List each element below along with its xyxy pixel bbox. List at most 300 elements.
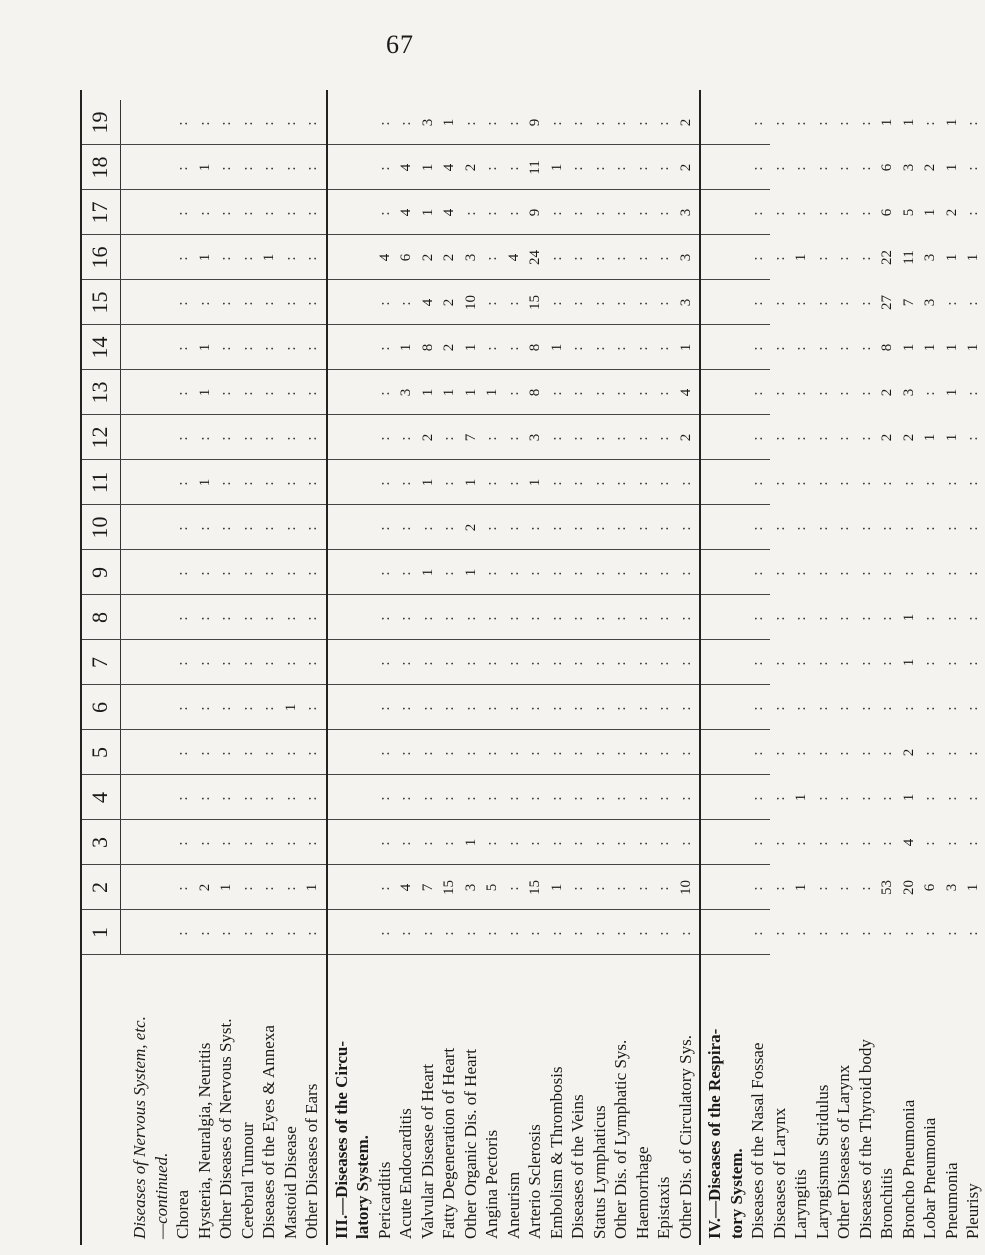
column-header: 2 xyxy=(80,865,121,910)
table-cell: : xyxy=(484,164,500,171)
table-cell: : xyxy=(462,794,479,801)
table-cell: : xyxy=(239,164,256,171)
table-cell: : xyxy=(196,524,213,531)
table-cell: : xyxy=(750,884,766,891)
table-cell: : xyxy=(376,209,393,216)
table-cell: : xyxy=(261,524,277,531)
table-cell: : xyxy=(548,569,565,576)
table-cell: : xyxy=(548,614,565,621)
table-cell: : xyxy=(304,929,320,936)
table-cell: : xyxy=(793,704,809,711)
table-cell: : xyxy=(814,389,831,396)
table-cell: : xyxy=(750,524,766,531)
column-rule xyxy=(80,774,770,775)
table-cell: : xyxy=(814,299,831,306)
row-label: Laryngitis xyxy=(791,1169,810,1239)
column-rule xyxy=(80,234,770,235)
table-cell: : xyxy=(570,794,586,801)
table-cell: : xyxy=(484,839,500,846)
table-cell: : xyxy=(857,344,874,351)
table-cell: : xyxy=(239,209,256,216)
table-cell: : xyxy=(548,704,565,711)
table-cell: : xyxy=(900,524,917,531)
table-cell: : xyxy=(613,794,629,801)
table-cell: : xyxy=(419,659,436,666)
section-heading-continued: tory System. xyxy=(726,1148,746,1239)
table-cell: : xyxy=(239,614,256,621)
table-cell: : xyxy=(836,119,852,126)
table-cell: 1 xyxy=(196,343,213,352)
table-cell: : xyxy=(548,389,565,396)
table-cell: : xyxy=(484,749,500,756)
table-cell: : xyxy=(857,299,874,306)
table-cell: : xyxy=(261,389,277,396)
table-cell: : xyxy=(261,569,277,576)
table-cell: : xyxy=(196,209,213,216)
table-cell: : xyxy=(376,479,393,486)
table-cell: : xyxy=(591,299,608,306)
table-cell: : xyxy=(376,299,393,306)
table-cell: : xyxy=(419,704,436,711)
table-cell: : xyxy=(922,749,938,756)
table-cell: : xyxy=(793,614,809,621)
table-cell: : xyxy=(900,479,917,486)
table-cell: 1 xyxy=(548,883,565,892)
table-cell: : xyxy=(570,749,586,756)
column-header: 11 xyxy=(80,460,121,505)
table-cell: : xyxy=(261,434,277,441)
table-cell: : xyxy=(750,749,766,756)
column-header: 3 xyxy=(80,820,121,865)
table-cell: 15 xyxy=(527,295,543,310)
table-cell: 1 xyxy=(527,478,543,487)
table-cell: 2 xyxy=(441,343,457,352)
table-cell: : xyxy=(196,299,213,306)
table-cell: : xyxy=(282,344,299,351)
row-label: Bronchitis xyxy=(877,1168,896,1239)
table-cell: : xyxy=(527,524,543,531)
top-rule xyxy=(80,90,82,1245)
table-cell: : xyxy=(656,479,672,486)
row-label: Diseases of the Veins xyxy=(568,1094,587,1239)
table-cell: 2 xyxy=(922,163,938,172)
column-header: 16 xyxy=(80,235,121,280)
table-cell: : xyxy=(591,569,608,576)
table-cell: : xyxy=(441,479,457,486)
table-cell: : xyxy=(613,929,629,936)
table-cell: : xyxy=(613,344,629,351)
table-cell: : xyxy=(591,164,608,171)
table-cell: : xyxy=(505,749,522,756)
table-cell: : xyxy=(836,569,852,576)
column-rule xyxy=(80,279,770,280)
table-cell: 1 xyxy=(900,658,917,667)
table-cell: : xyxy=(570,164,586,171)
table-cell: : xyxy=(613,569,629,576)
table-cell: : xyxy=(771,524,788,531)
table-cell: : xyxy=(419,929,436,936)
table-cell: 22 xyxy=(879,250,895,265)
table-cell: 1 xyxy=(484,388,500,397)
table-cell: : xyxy=(484,344,500,351)
table-cell: : xyxy=(282,119,299,126)
table-cell: : xyxy=(218,839,234,846)
table-cell: : xyxy=(814,929,831,936)
table-cell: : xyxy=(656,119,672,126)
table-cell: : xyxy=(857,119,874,126)
table-cell: 4 xyxy=(398,208,414,217)
table-cell: : xyxy=(591,254,608,261)
table-cell: : xyxy=(879,614,895,621)
table-cell: : xyxy=(634,479,651,486)
row-label: Diseases of Larynx xyxy=(769,1107,789,1239)
table-cell: : xyxy=(441,704,457,711)
table-cell: 1 xyxy=(922,343,938,352)
table-cell: : xyxy=(527,659,543,666)
table-cell: : xyxy=(677,479,694,486)
column-rule xyxy=(80,639,770,640)
table-cell: : xyxy=(965,164,981,171)
table-cell: : xyxy=(656,344,672,351)
table-cell: : xyxy=(398,929,414,936)
table-cell: 1 xyxy=(922,433,938,442)
table-cell: : xyxy=(965,704,981,711)
row-label: Lobar Pneumonia xyxy=(920,1117,939,1239)
column-header: 6 xyxy=(80,685,121,730)
table-cell: : xyxy=(965,119,981,126)
table-cell: : xyxy=(282,929,299,936)
table-cell: : xyxy=(677,929,694,936)
table-cell: : xyxy=(218,794,234,801)
table-cell: : xyxy=(900,929,917,936)
column-header: 5 xyxy=(80,730,121,775)
table-cell: : xyxy=(398,479,414,486)
table-cell: : xyxy=(814,479,831,486)
table-cell: : xyxy=(505,929,522,936)
table-cell: : xyxy=(462,704,479,711)
table-cell: : xyxy=(634,119,651,126)
table-cell: 1 xyxy=(398,343,414,352)
table-cell: : xyxy=(196,119,213,126)
table-cell: : xyxy=(282,479,299,486)
row-label: Other Diseases of Nervous Syst. xyxy=(216,1018,235,1239)
table-cell: 1 xyxy=(282,703,299,712)
table-cell: : xyxy=(836,389,852,396)
table-cell: : xyxy=(656,929,672,936)
table-cell: : xyxy=(175,299,191,306)
table-cell: : xyxy=(398,839,414,846)
table-cell: 1 xyxy=(441,118,457,127)
table-cell: : xyxy=(771,749,788,756)
table-cell: : xyxy=(857,434,874,441)
table-cell: : xyxy=(304,119,320,126)
table-cell: 2 xyxy=(462,523,479,532)
table-cell: : xyxy=(239,479,256,486)
table-cell: 27 xyxy=(879,295,895,310)
table-cell: : xyxy=(527,704,543,711)
table-cell: 1 xyxy=(943,253,960,262)
table-cell: : xyxy=(570,569,586,576)
row-label: Other Dis. of Circulatory Sys. xyxy=(675,1035,695,1239)
table-cell: : xyxy=(613,479,629,486)
table-cell: : xyxy=(570,704,586,711)
table-cell: : xyxy=(591,749,608,756)
table-cell: : xyxy=(591,794,608,801)
table-cell: : xyxy=(771,254,788,261)
table-cell: : xyxy=(591,344,608,351)
table-cell: : xyxy=(814,839,831,846)
table-cell: : xyxy=(750,704,766,711)
column-rule xyxy=(80,459,770,460)
table-cell: : xyxy=(943,929,960,936)
table-cell: 1 xyxy=(900,343,917,352)
column-rule xyxy=(80,819,770,820)
table-cell: : xyxy=(462,929,479,936)
table-cell: : xyxy=(613,389,629,396)
table-cell: 1 xyxy=(462,838,479,847)
table-cell: : xyxy=(548,794,565,801)
table-cell: : xyxy=(677,659,694,666)
table-cell: : xyxy=(793,569,809,576)
table-cell: : xyxy=(484,299,500,306)
table-cell: : xyxy=(591,884,608,891)
table-cell: : xyxy=(943,749,960,756)
table-cell: : xyxy=(814,614,831,621)
table-cell: 6 xyxy=(398,253,414,262)
table-cell: : xyxy=(879,524,895,531)
table-cell: : xyxy=(527,614,543,621)
table-cell: : xyxy=(527,569,543,576)
table-cell: : xyxy=(656,434,672,441)
table-cell: : xyxy=(261,164,277,171)
table-cell: : xyxy=(261,704,277,711)
table-cell: 1 xyxy=(462,343,479,352)
table-cell: 1 xyxy=(261,253,277,262)
table-cell: 1 xyxy=(441,388,457,397)
table-cell: : xyxy=(261,299,277,306)
table-cell: : xyxy=(175,479,191,486)
table-cell: : xyxy=(677,614,694,621)
table-cell: : xyxy=(857,839,874,846)
table-cell: : xyxy=(548,479,565,486)
table-cell: 1 xyxy=(462,388,479,397)
table-cell: : xyxy=(282,749,299,756)
table-cell: : xyxy=(613,164,629,171)
table-cell: : xyxy=(771,389,788,396)
table-cell: : xyxy=(505,524,522,531)
table-cell: : xyxy=(484,704,500,711)
table-cell: : xyxy=(484,209,500,216)
table-cell: 1 xyxy=(965,883,981,892)
table-cell: : xyxy=(441,929,457,936)
table-cell: : xyxy=(634,884,651,891)
table-cell: : xyxy=(771,704,788,711)
table-cell: : xyxy=(634,749,651,756)
table-cell: 2 xyxy=(196,883,213,892)
table-cell: : xyxy=(196,794,213,801)
table-cell: : xyxy=(175,254,191,261)
table-cell: : xyxy=(922,929,938,936)
table-cell: : xyxy=(398,434,414,441)
table-cell: : xyxy=(857,164,874,171)
table-cell: 1 xyxy=(900,613,917,622)
table-cell: : xyxy=(613,254,629,261)
table-cell: : xyxy=(376,524,393,531)
table-cell: : xyxy=(175,794,191,801)
table-cell: : xyxy=(419,839,436,846)
table-cell: : xyxy=(965,389,981,396)
column-header: 9 xyxy=(80,550,121,595)
table-cell: : xyxy=(613,524,629,531)
table-cell: : xyxy=(814,209,831,216)
table-cell: : xyxy=(196,434,213,441)
table-cell: : xyxy=(304,164,320,171)
table-cell: : xyxy=(441,524,457,531)
table-cell: : xyxy=(814,884,831,891)
table-cell: : xyxy=(793,119,809,126)
table-cell: : xyxy=(175,884,191,891)
table-cell: : xyxy=(218,929,234,936)
table-cell: : xyxy=(836,254,852,261)
table-cell: : xyxy=(261,479,277,486)
table-cell: : xyxy=(196,929,213,936)
column-rule xyxy=(80,909,770,910)
table-cell: : xyxy=(922,479,938,486)
table-cell: : xyxy=(376,749,393,756)
table-cell: : xyxy=(505,164,522,171)
table-cell: : xyxy=(398,299,414,306)
table-cell: : xyxy=(613,749,629,756)
table-cell: : xyxy=(398,119,414,126)
table-cell: : xyxy=(591,929,608,936)
table-cell: : xyxy=(879,749,895,756)
table-cell: 6 xyxy=(879,163,895,172)
table-cell: : xyxy=(261,884,277,891)
table-cell: : xyxy=(750,164,766,171)
table-cell: : xyxy=(570,434,586,441)
table-cell: 1 xyxy=(419,208,436,217)
table-cell: : xyxy=(857,749,874,756)
column-header: 13 xyxy=(80,370,121,415)
table-cell: : xyxy=(814,434,831,441)
table-cell: 3 xyxy=(943,883,960,892)
table-cell: : xyxy=(196,839,213,846)
table-cell: 8 xyxy=(879,343,895,352)
table-cell: 1 xyxy=(196,253,213,262)
table-cell: 9 xyxy=(527,208,543,217)
table-cell: : xyxy=(836,614,852,621)
table-cell: : xyxy=(570,389,586,396)
table-cell: : xyxy=(261,614,277,621)
table-cell: 3 xyxy=(900,388,917,397)
table-cell: : xyxy=(570,884,586,891)
table-cell: : xyxy=(591,434,608,441)
table-cell: : xyxy=(376,569,393,576)
table-cell: : xyxy=(656,884,672,891)
table-cell: 3 xyxy=(527,433,543,442)
row-label: Acute Endocarditis xyxy=(396,1108,415,1239)
table-cell: : xyxy=(175,569,191,576)
table-cell: : xyxy=(282,164,299,171)
table-cell: : xyxy=(304,614,320,621)
row-label: Pericarditis xyxy=(374,1161,394,1239)
table-cell: : xyxy=(677,794,694,801)
table-cell: : xyxy=(196,704,213,711)
table-cell: : xyxy=(484,434,500,441)
table-cell: : xyxy=(218,479,234,486)
table-cell: : xyxy=(261,929,277,936)
table-cell: : xyxy=(814,254,831,261)
table-cell: : xyxy=(505,344,522,351)
table-cell: : xyxy=(634,659,651,666)
table-cell: : xyxy=(304,524,320,531)
table-cell: : xyxy=(634,434,651,441)
table-cell: : xyxy=(196,614,213,621)
table-cell: 2 xyxy=(879,433,895,442)
table-cell: : xyxy=(239,839,256,846)
table-cell: : xyxy=(570,479,586,486)
table-cell: : xyxy=(771,569,788,576)
table-cell: : xyxy=(282,884,299,891)
table-cell: : xyxy=(570,119,586,126)
table-cell: : xyxy=(814,164,831,171)
table-cell: : xyxy=(922,569,938,576)
table-cell: : xyxy=(398,749,414,756)
table-cell: : xyxy=(239,704,256,711)
table-cell: : xyxy=(441,569,457,576)
table-cell: : xyxy=(570,659,586,666)
table-cell: : xyxy=(943,659,960,666)
table-cell: : xyxy=(793,164,809,171)
table-cell: : xyxy=(836,434,852,441)
table-cell: : xyxy=(304,479,320,486)
table-cell: : xyxy=(376,344,393,351)
table-cell: 10 xyxy=(462,295,479,310)
table-cell: : xyxy=(857,569,874,576)
table-cell: 3 xyxy=(677,253,694,262)
table-cell: : xyxy=(570,299,586,306)
table-cell: 4 xyxy=(677,388,694,397)
row-label: Epistaxis xyxy=(654,1176,673,1239)
table-cell: 2 xyxy=(879,388,895,397)
table-cell: 1 xyxy=(943,388,960,397)
table-cell: : xyxy=(943,569,960,576)
table-cell: 24 xyxy=(527,250,543,265)
column-header: 17 xyxy=(80,190,121,235)
table-cell: 15 xyxy=(527,880,543,895)
column-header: 4 xyxy=(80,775,121,820)
column-rule xyxy=(80,324,770,325)
table-cell: : xyxy=(591,524,608,531)
table-cell: 4 xyxy=(900,838,917,847)
table-cell: : xyxy=(175,389,191,396)
table-cell: 1 xyxy=(677,343,694,352)
table-cell: : xyxy=(879,569,895,576)
table-cell: 3 xyxy=(922,253,938,262)
table-cell: : xyxy=(793,749,809,756)
table-cell: : xyxy=(771,884,788,891)
table-cell: : xyxy=(376,929,393,936)
table-cell: : xyxy=(484,614,500,621)
table-cell: : xyxy=(239,254,256,261)
row-label: Hysteria, Neuralgia, Neuritis xyxy=(194,1042,214,1239)
table-cell: : xyxy=(634,704,651,711)
row-label: Laryngismus Stridulus xyxy=(812,1084,832,1239)
table-cell: : xyxy=(282,659,299,666)
column-header: 1 xyxy=(80,910,121,955)
table-cell: : xyxy=(218,704,234,711)
table-cell: : xyxy=(304,839,320,846)
